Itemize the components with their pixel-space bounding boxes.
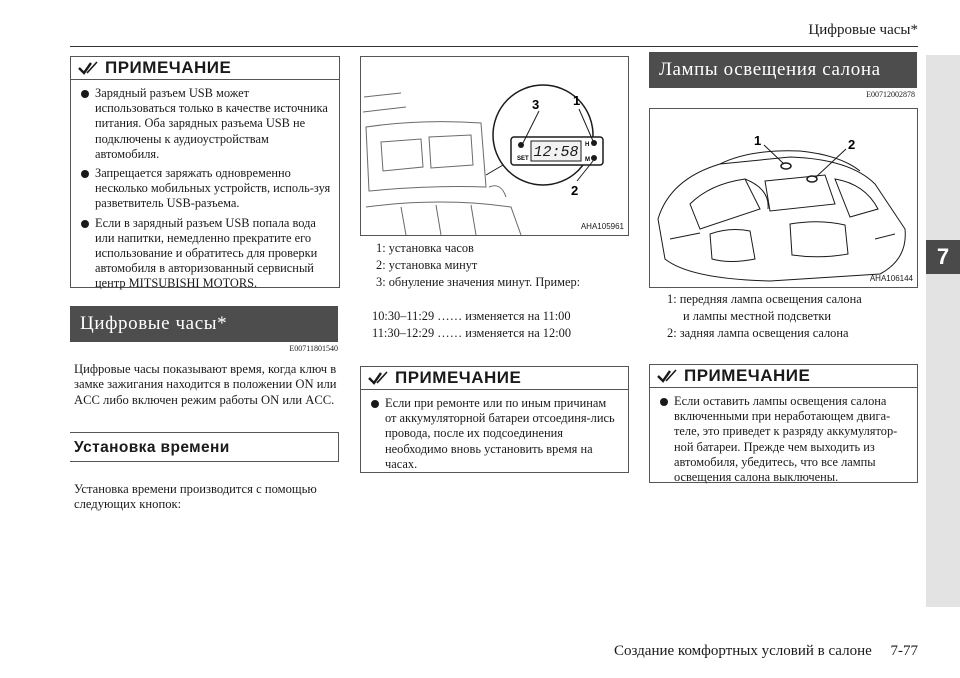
lamp-figure (649, 108, 918, 288)
note-box-usb (70, 56, 340, 291)
note-title: ПРИМЕЧАНИЕ (684, 366, 811, 385)
section-banner-clock: Цифровые часы* (70, 306, 338, 342)
header-rule (70, 46, 918, 47)
note-title: ПРИМЕЧАНИЕ (105, 58, 232, 77)
page-footer: Создание комфортных условий в салоне 7-77 (614, 643, 918, 659)
note-box-lamps (649, 364, 918, 483)
subsection-title: Установка времени (74, 439, 230, 456)
figure-code: AHA106144 (869, 274, 913, 283)
callout-1: 1 (754, 133, 762, 148)
clock-description: Цифровые часы показывают время, когда ключ в замке зажигания находится в положении ON или ACC либо включен режим работы ON или ACC. (74, 362, 337, 407)
clock-legend-item: 2: установка минут (376, 258, 478, 272)
callout-1: 1 (573, 93, 581, 108)
cabin-illustration (650, 109, 917, 287)
chapter-number: 7 (926, 240, 960, 274)
note-check-icon (367, 370, 389, 386)
note-title: ПРИМЕЧАНИЕ (395, 368, 522, 387)
section-code: E00711801540 (289, 344, 338, 353)
lamp-legend-item: и лампы местной подсветки (683, 309, 832, 323)
note-box-battery (360, 366, 629, 473)
time-setting-text: Установка времени производится с помощью следующих кнопок: (74, 482, 317, 512)
example-dots: …… (437, 309, 463, 323)
callout-2: 2 (848, 137, 856, 152)
note-header (361, 367, 628, 390)
m-button-label: M (585, 157, 590, 163)
note-item: Если оставить лампы освещения салона включенными при неработающем двига-теле, это приведет к разряду аккумулятор-ной батареи. Прежде чем выходить из автомобиля, убедитесь, что все лампы освещения салона выключены. (658, 394, 909, 485)
note-item: Запрещается заряжать одновременно несколько мобильных устройств, исполь-зуя разветвитель USB-разъема. (79, 166, 331, 212)
example-dots: …… (437, 326, 463, 340)
callout-2: 2 (571, 183, 579, 198)
note-check-icon (656, 368, 678, 384)
note-item: Если при ремонте или по иным причинам от аккумуляторной батареи отсоединя-лись провода, после их подсоединения необходимо вновь установить время на часах. (369, 396, 620, 472)
note-item: Зарядный разъем USB может использоваться только в качестве источника питания. Оба зарядных разъема USB не подключены к аудиоустройствам автомобиля. (79, 86, 331, 162)
example-row (372, 308, 571, 324)
note-header (71, 57, 339, 80)
subsection-header-time (70, 432, 339, 462)
example-range: 10:30–11:29 (372, 309, 435, 323)
example-row (372, 325, 571, 341)
lamp-legend-item: 1: передняя лампа освещения салона (667, 292, 862, 306)
clock-figure (360, 56, 629, 236)
note-item: Если в зарядный разъем USB попала вода или напитки, немедленно прекратите его использование и обратитесь для проверки автомобиля в авторизованный сервисный центр MITSUBISHI MOTORS. (79, 216, 331, 292)
clock-legend-item: 3: обнуление значения минут. Пример: (376, 275, 581, 289)
clock-display: 12:58 (533, 144, 579, 161)
section-banner-lamps: Лампы освещения салона (649, 52, 917, 88)
clock-legend-item: 1: установка часов (376, 241, 474, 255)
example-result: изменяется на 11:00 (465, 309, 571, 323)
clock-illustration (361, 57, 628, 235)
h-button-label: H (585, 142, 590, 148)
example-result: изменяется на 12:00 (465, 326, 572, 340)
lamp-legend-item: 2: задняя лампа освещения салона (667, 326, 849, 340)
callout-3: 3 (532, 97, 540, 112)
example-range: 11:30–12:29 (372, 326, 435, 340)
set-button-label: SET (517, 156, 529, 162)
chapter-side-tab (926, 55, 960, 607)
note-check-icon (77, 60, 99, 76)
figure-code: AHA105961 (580, 222, 624, 231)
page-header-title: Цифровые часы* (808, 22, 918, 38)
section-code: E00712002878 (866, 90, 915, 99)
note-header (650, 365, 917, 388)
